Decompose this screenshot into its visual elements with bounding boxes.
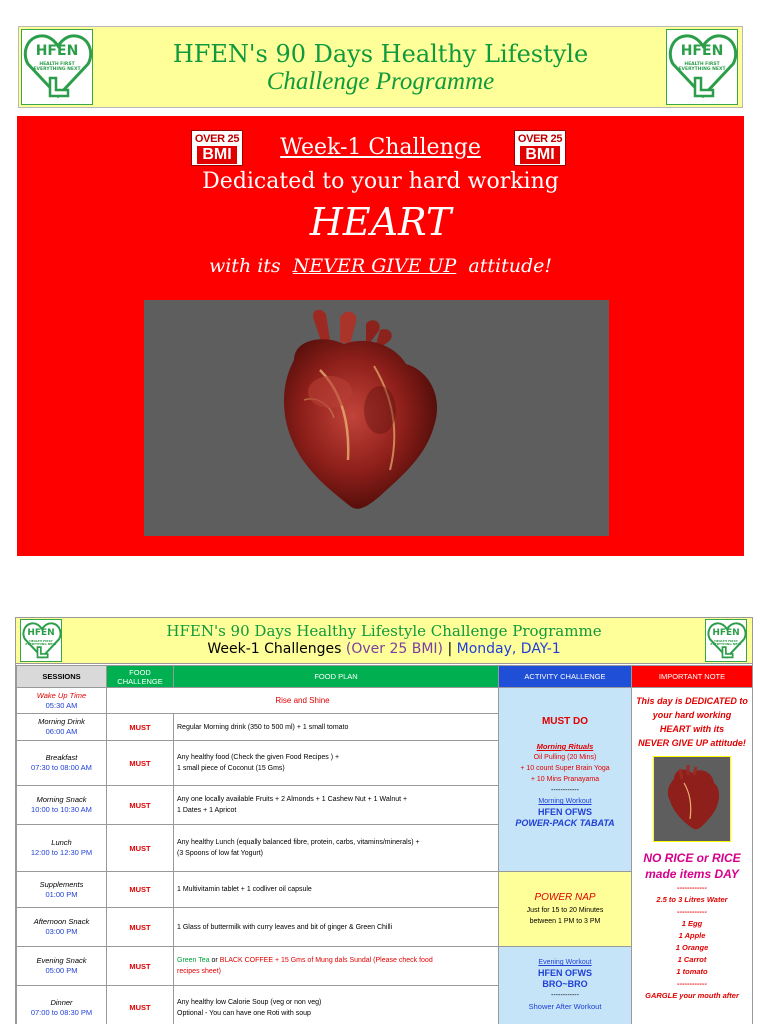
logo-tagline: HEALTH FIRST EVERYTHING NEXT [678,62,726,72]
heart-photo [144,300,609,536]
must-cell: MUST [107,825,174,872]
food-plan-table [16,665,753,1024]
hfen-logo-left [21,29,93,105]
activity-power-nap: POWER NAP Just for 15 to 20 Minutes between 1 PM to 3 PM [499,872,632,947]
hfen-logo-right [666,29,738,105]
food-plan-cell: Green Tea or BLACK COFFEE + 15 Gms of Mung dals Sundal (Please check food recipes sheet) [174,947,499,986]
logo-word: HFEN [35,43,79,59]
bmi-badge-right: OVER 25 BMI [514,130,566,166]
banner-title: HFEN's 90 Days Healthy Lifestyle [172,40,589,68]
must-cell: MUST [107,741,174,786]
session-cell: Evening Snack 05:00 PM [17,947,107,986]
hero-banner [17,116,744,556]
header-note: IMPORTANT NOTE [632,666,753,688]
logo-word: HFEN [27,628,55,638]
session-cell: Breakfast 07:30 to 08:00 AM [17,741,107,786]
banner-subtitle: Challenge Programme [266,68,495,95]
session-cell: Morning Snack 10:00 to 10:30 AM [17,786,107,825]
food-plan-cell: Regular Morning drink (350 to 500 ml) + 1 small tomato [174,714,499,741]
logo-word: HFEN [712,628,740,638]
dedicated-line: Dedicated to your hard working [202,169,559,194]
logo-tagline: HEALTH FIRST EVERYTHING NEXT [33,62,81,72]
session-cell: Morning Drink 06:00 AM [17,714,107,741]
rise-shine-cell: Rise and Shine [107,688,499,714]
daily-schedule [15,617,753,1024]
session-cell: Wake Up Time 05:30 AM [17,688,107,714]
must-cell: MUST [107,908,174,947]
food-plan-cell: Any one locally available Fruits + 2 Almonds + 1 Cashew Nut + 1 Walnut + 1 Dates + 1 Apricot [174,786,499,825]
session-cell: Lunch 12:00 to 12:30 PM [17,825,107,872]
schedule-header [16,618,752,664]
important-note-cell: This day is DEDICATED to your hard working HEART with its NEVER GIVE UP attitude! NO RICE or RICE made items DAY ------------ 2.5 to 3 Litres Water ------------ 1 Egg 1 Apple 1 Orange 1 Carrot 1 tomato ------------ GARGLE your mouth after [632,688,753,1024]
hfen-logo-small-right [705,619,747,662]
header-activity: ACTIVITY CHALLENGE [499,666,632,688]
logo-word: HFEN [680,43,724,59]
session-cell: Supplements 01:00 PM [17,872,107,908]
top-banner [18,26,743,108]
session-cell: Afternoon Snack 03:00 PM [17,908,107,947]
schedule-title: HFEN's 90 Days Healthy Lifestyle Challenge Programme [166,622,602,640]
hfen-logo-small-left [20,619,62,662]
food-plan-cell: 1 Multivitamin tablet + 1 codliver oil capsule [174,872,499,908]
week-title: Week-1 Challenge [280,135,481,160]
session-cell: Dinner 07:00 to 08:30 PM [17,986,107,1024]
header-food-challenge: FOOD CHALLENGE [107,666,174,688]
food-plan-cell: Any healthy low Calorie Soup (veg or non veg) Optional - You can have one Roti with soup [174,986,499,1024]
must-cell: MUST [107,786,174,825]
activity-morning: MUST DO Morning Rituals Oil Pulling (20 Mins) + 10 count Super Brain Yoga + 10 Mins Pranayama ------------ Morning Workout HFEN OFWS POWER-PACK TABATA [499,688,632,872]
heart-word: HEART [309,200,452,244]
must-cell: MUST [107,872,174,908]
anatomical-heart-icon [654,757,732,843]
logo-tagline: HEALTH FIRST EVERYTHING NEXT [710,639,742,646]
must-cell: MUST [107,986,174,1024]
must-cell: MUST [107,714,174,741]
attitude-line: with its NEVER GIVE UP attitude! [208,255,553,277]
must-cell: MUST [107,947,174,986]
header-sessions: SESSIONS [17,666,107,688]
table-row [17,688,753,714]
schedule-subtitle: Week-1 Challenges (Over 25 BMI) | Monday, DAY-1 [207,641,561,657]
anatomical-heart-icon [144,300,609,536]
small-heart-photo [653,756,731,842]
food-plan-cell: 1 Glass of buttermilk with curry leaves and bit of ginger & Green Chilli [174,908,499,947]
activity-evening: Evening Workout HFEN OFWS BRO~BRO ------------ Shower After Workout [499,947,632,1024]
table-header-row [17,666,753,688]
bmi-badge-left: OVER 25 BMI [191,130,243,166]
logo-tagline: HEALTH FIRST EVERYTHING NEXT [25,639,57,646]
food-plan-cell: Any healthy Lunch (equally balanced fibre, protein, carbs, vitamins/minerals) + (3 Spoons of low fat Yogurt) [174,825,499,872]
header-food-plan: FOOD PLAN [174,666,499,688]
food-plan-cell: Any healthy food (Check the given Food Recipes ) + 1 small piece of Coconut (15 Gms) [174,741,499,786]
